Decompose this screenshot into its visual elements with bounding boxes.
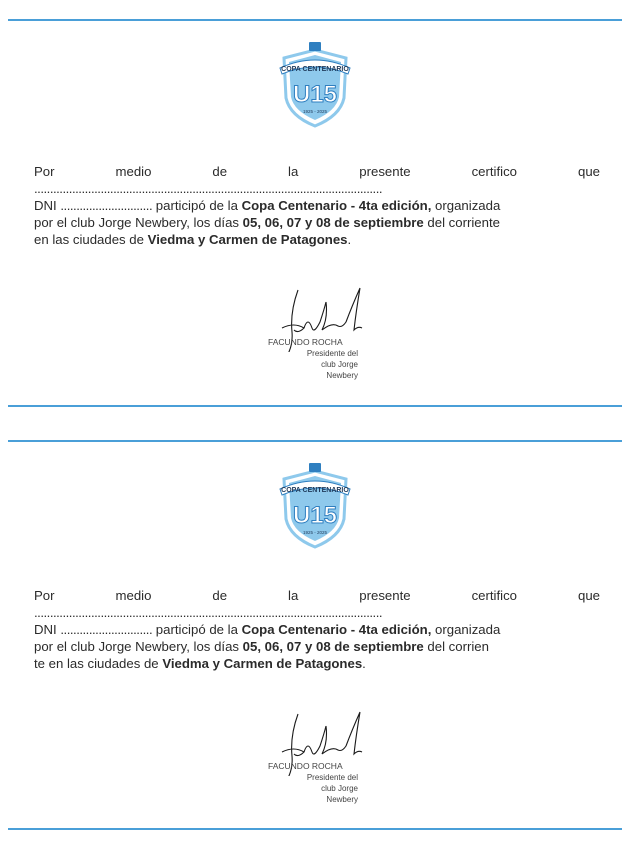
signer-name-2: FACUNDO ROCHA — [268, 761, 343, 771]
line-4: en las ciudades de Viedma y Carmen de Patagones. — [34, 232, 352, 247]
copa-centenario-crest-1 — [278, 40, 352, 130]
divider-bottom-2 — [8, 828, 622, 830]
divider-bottom-1 — [8, 405, 622, 407]
signature-block-2 — [268, 706, 378, 806]
certificate-text-1 — [34, 163, 600, 248]
line-3: por el club Jorge Newbery, los días 05, 06, 07 y 08 de septiembre del corrien — [34, 639, 489, 654]
signer-name-1: FACUNDO ROCHA — [268, 337, 343, 347]
signature-block-1 — [268, 282, 378, 382]
signer-role-1c: Newbery — [326, 371, 358, 380]
signer-role-2a: Presidente del — [306, 773, 358, 782]
line-4: te en las ciudades de Viedma y Carmen de Patagones. — [34, 656, 366, 671]
line-1: Por medio de la presente certifico que .............................................................................................................. — [34, 164, 600, 196]
svg-text:1925 - 2025: 1925 - 2025 — [302, 109, 328, 114]
svg-text:U15: U15 — [292, 81, 338, 108]
line-2: DNI ............................. participó de la Copa Centenario - 4ta edición, organizada — [34, 198, 501, 213]
copa-centenario-crest-2 — [278, 461, 352, 551]
line-2: DNI ............................. participó de la Copa Centenario - 4ta edición, organizada — [34, 622, 501, 637]
svg-text:U15: U15 — [292, 502, 338, 529]
divider-top-1 — [8, 19, 622, 21]
signer-role-1b: club Jorge — [321, 360, 358, 369]
signer-role-2b: club Jorge — [321, 784, 358, 793]
signer-role-1a: Presidente del — [306, 349, 358, 358]
line-3: por el club Jorge Newbery, los días 05, 06, 07 y 08 de septiembre del corriente — [34, 215, 500, 230]
signer-role-2c: Newbery — [326, 795, 358, 804]
line-1: Por medio de la presente certifico que .............................................................................................................. — [34, 588, 600, 620]
divider-top-2 — [8, 440, 622, 442]
svg-text:COPA CENTENARIO: COPA CENTENARIO — [281, 66, 349, 73]
svg-text:1925 - 2025: 1925 - 2025 — [302, 530, 328, 535]
certificate-text-2 — [34, 587, 600, 672]
svg-text:COPA CENTENARIO: COPA CENTENARIO — [281, 487, 349, 494]
